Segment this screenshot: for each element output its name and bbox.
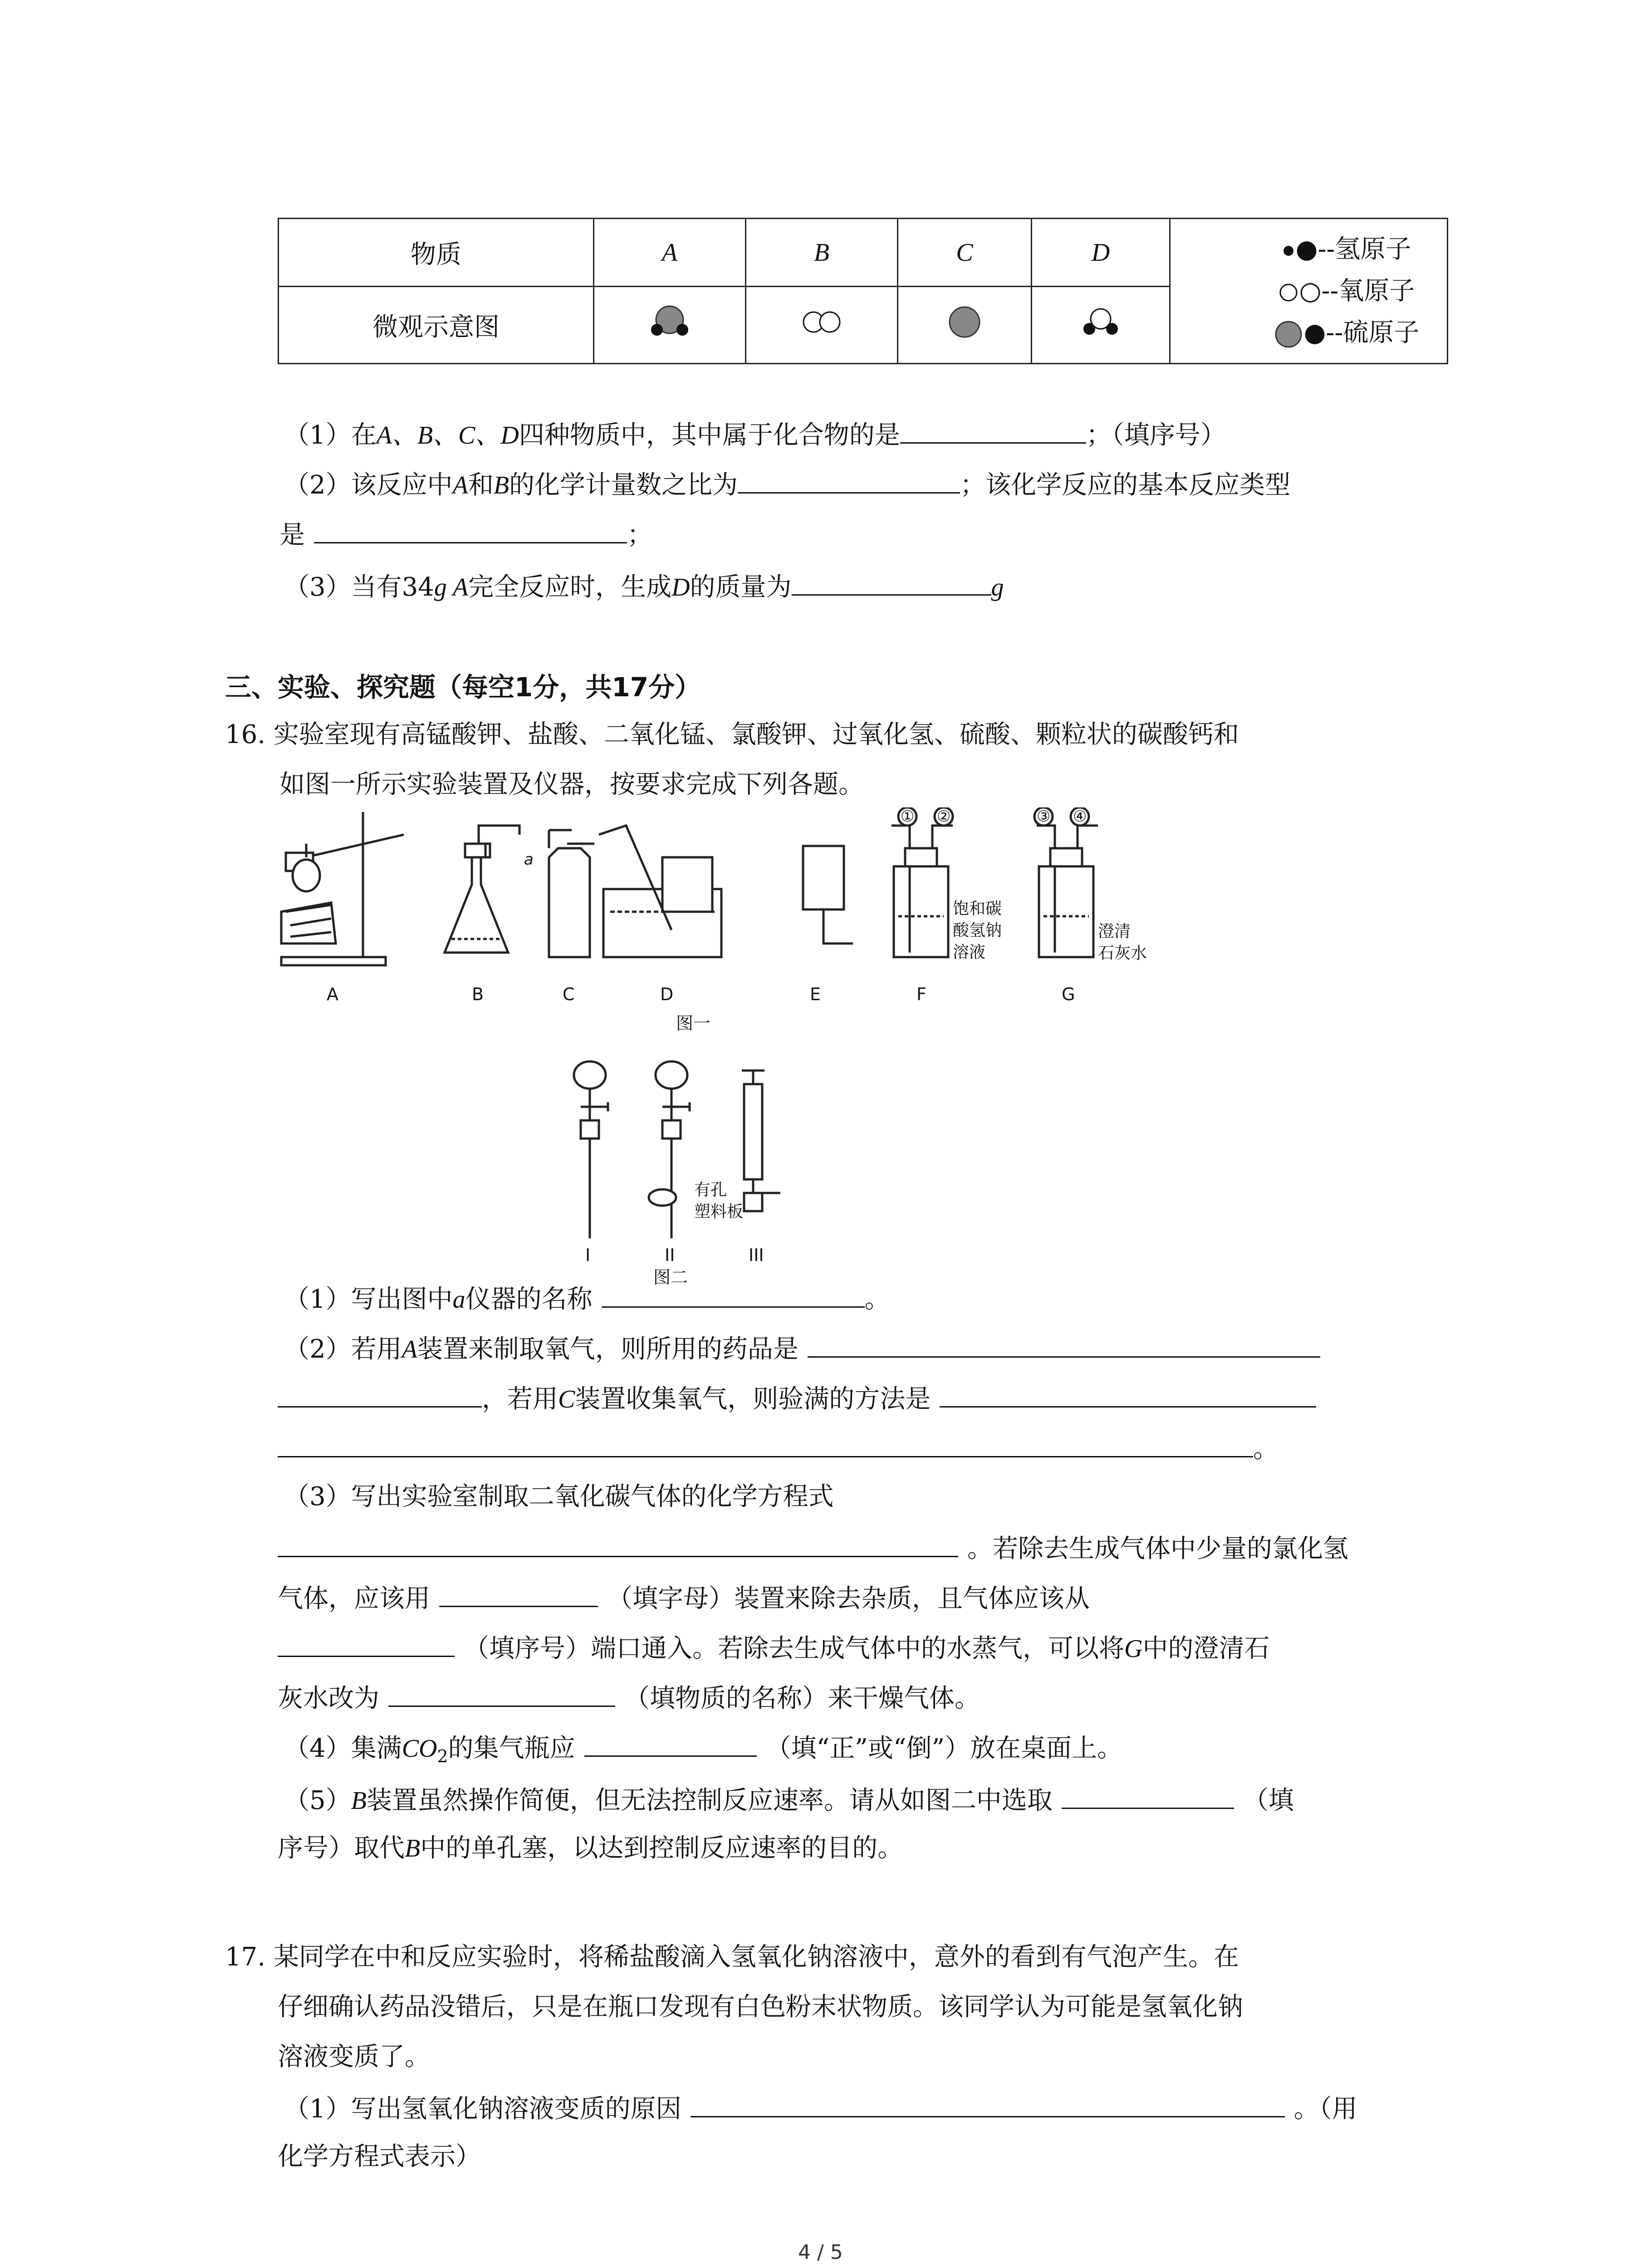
fig2-board-label: 有孔 塑料板: [694, 1181, 744, 1221]
fig1-label-g: G: [1062, 984, 1075, 1004]
fig1-label-f: F: [916, 984, 926, 1004]
molecule-d-icon: [1032, 287, 1170, 364]
q16-part4: （4）集满$CO_2$的集气瓶应 （填“正”或“倒”）放在桌面上。: [284, 1728, 1122, 1774]
q16-part5-cont: 序号）取代B中的单孔塞，以达到控制反应速率的目的。: [278, 1833, 903, 1863]
fig1-label-a-instrument: a: [524, 850, 534, 869]
hydrogen-atom-icon: [1283, 245, 1294, 256]
q16-part3-cont: 。若除去生成气体中少量的氯化氢: [278, 1529, 1348, 1567]
col-c: C: [898, 219, 1032, 287]
fig1-label-d: D: [660, 984, 674, 1004]
apparatus-d-icon: [599, 826, 721, 957]
q15-part3: （3）当有34g A完全反应时，生成D的质量为 g: [284, 567, 1004, 606]
fig1-label-a: A: [327, 984, 338, 1004]
q16-blank-6[interactable]: [278, 1529, 958, 1557]
q17-part1: （1）写出氢氧化钠溶液变质的原因 。（用: [284, 2089, 1357, 2127]
q15-blank-4[interactable]: [792, 567, 991, 596]
q16-part2-cont2: 。: [278, 1429, 1279, 1467]
q17-blank-1[interactable]: [691, 2089, 1285, 2117]
atom-legend: ●--氢原子 ○--氧原子 ●--硫原子: [1170, 219, 1448, 364]
fig1-f-label: 饱和碳 酸氢钠 溶液: [953, 899, 1002, 962]
apparatus-a-icon: [281, 812, 404, 965]
q16-part2: （2）若用A装置来制取氧气，则所用的药品是: [284, 1329, 1320, 1368]
fig1-label-c: C: [563, 984, 575, 1004]
q16-part3-cont3: （填序号）端口通入。若除去生成气体中的水蒸气，可以将G中的澄清石: [278, 1628, 1269, 1667]
q16-part1: （1）写出图中a仪器的名称 。: [284, 1279, 890, 1318]
q16-blank-7[interactable]: [439, 1579, 598, 1607]
port-4: ④: [1073, 807, 1087, 826]
q16-part5: （5）B装置虽然操作简便，但无法控制反应速率。请从如图二中选取 （填: [284, 1780, 1294, 1819]
fig2-label-ii: II: [665, 1245, 675, 1265]
molecule-a-icon: [594, 287, 746, 364]
q15-part1: （1）在A、B、C、D四种物质中，其中属于化合物的是 ；（填序号）: [284, 415, 1226, 454]
q16-blank-8[interactable]: [278, 1628, 455, 1657]
q16-blank-3[interactable]: [278, 1379, 482, 1408]
q16-blank-10[interactable]: [584, 1728, 757, 1757]
col-d: D: [1032, 219, 1170, 287]
port-3: ③: [1037, 807, 1051, 826]
q16-part3-cont2: 气体，应该用 （填字母）装置来除去杂质，且气体应该从: [278, 1579, 1090, 1617]
apparatus-f-icon: [892, 807, 953, 957]
fig1-label-b: B: [472, 984, 484, 1004]
q16-line-2: 如图一所示实验装置及仪器，按要求完成下列各题。: [279, 770, 864, 799]
q16-blank-5[interactable]: [278, 1429, 1253, 1457]
port-1: ①: [901, 807, 915, 826]
molecule-b-icon: [746, 287, 898, 364]
q16-part3: （3）写出实验室制取二氧化碳气体的化学方程式: [284, 1482, 834, 1511]
syringe-iii-icon: [742, 1070, 780, 1211]
fig1-label-e: E: [810, 984, 821, 1004]
port-2: ②: [937, 807, 951, 826]
oxygen-atom-icon: [1279, 284, 1298, 302]
apparatus-g-icon: [1034, 807, 1098, 957]
fig2-label-i: I: [585, 1245, 591, 1265]
row-label-substance: 物质: [279, 219, 594, 287]
row-label-diagram: 微观示意图: [279, 287, 594, 364]
apparatus-b-icon: [445, 826, 519, 953]
q15-part2-cont: 是 ；: [279, 515, 652, 553]
q16-blank-1[interactable]: [602, 1279, 865, 1308]
q16-blank-9[interactable]: [388, 1678, 615, 1707]
q16-blank-4[interactable]: [940, 1379, 1316, 1408]
figure-1: [272, 807, 1189, 1061]
q15-blank-3[interactable]: [314, 515, 627, 543]
fig2-label-iii: III: [749, 1245, 764, 1265]
q17-line-1: 17. 某同学在中和反应实验时，将稀盐酸滴入氢氧化钠溶液中，意外的看到有气泡产生。在: [225, 1942, 1239, 1972]
col-a: A: [594, 219, 746, 287]
funnel-ii-icon: [649, 1061, 690, 1238]
q16-part3-cont4: 灰水改为 （填物质的名称）来干燥气体。: [278, 1678, 980, 1717]
funnel-i-icon: [574, 1061, 608, 1238]
apparatus-e-icon: [803, 846, 853, 943]
fig2-caption: 图二: [653, 1267, 688, 1287]
q16-line-1: 16. 实验室现有高锰酸钾、盐酸、二氧化锰、氯酸钾、过氧化氢、硫酸、颗粒状的碳酸钙和: [225, 720, 1239, 749]
q17-part1-cont: 化学方程式表示）: [278, 2142, 481, 2171]
section-3-title: 三、实验、探究题（每空1分，共17分）: [225, 672, 701, 703]
q16-blank-2[interactable]: [808, 1329, 1320, 1358]
q16-part2-cont: ，若用C装置收集氧气，则验满的方法是: [278, 1379, 1316, 1418]
molecule-c-icon: [898, 287, 1032, 364]
fig1-g-label: 澄清 石灰水: [1098, 922, 1147, 963]
page-number: 4 / 5: [798, 2241, 843, 2264]
q15-part2: （2）该反应中A和B的化学计量数之比为 ；该化学反应的基本反应类型: [284, 465, 1290, 503]
fig1-caption: 图一: [676, 1013, 711, 1033]
q15-blank-1[interactable]: [900, 415, 1086, 444]
q17-line-2: 仔细确认药品没错后，只是在瓶口发现有白色粉末状物质。该同学认为可能是氢氧化钠: [278, 1992, 1243, 2022]
q17-line-3: 溶液变质了。: [278, 2042, 430, 2072]
col-b: B: [746, 219, 898, 287]
apparatus-c-icon: [549, 830, 594, 957]
substance-table: [278, 218, 1448, 364]
figure-2: [563, 1057, 880, 1287]
sulfur-atom-icon: [1275, 321, 1302, 348]
q16-blank-11[interactable]: [1062, 1780, 1234, 1809]
q15-blank-2[interactable]: [738, 465, 960, 494]
